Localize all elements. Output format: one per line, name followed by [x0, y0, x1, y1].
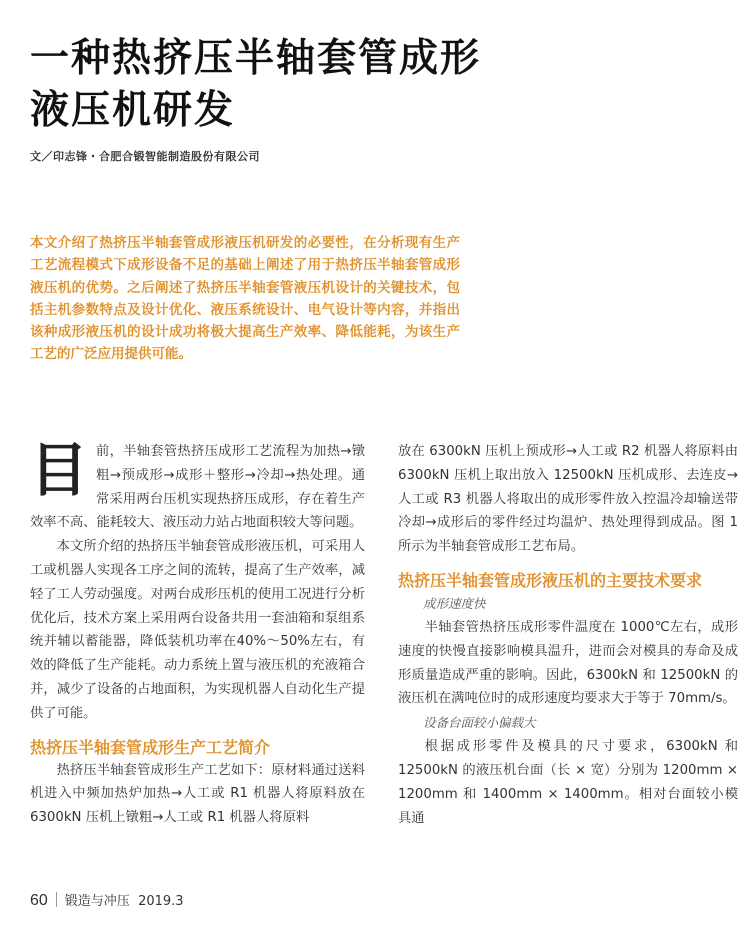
journal-name: 锻造与冲压 — [64, 894, 130, 909]
paragraph-4: 放在 6300kN 压机上预成形→人工或 R2 机器人将原料由 6300kN 压机上取出放入 12500kN 压机成形、去连皮→人工或 R3 机器人将取出的成形零件放入控温冷却输送带冷却→成形后的零件经过均温炉、热处理得到成品。图 1 所示为半轴套管成形工艺布局。 — [398, 444, 738, 555]
paragraph-intro — [30, 436, 365, 535]
paragraph-5: 半轴套管热挤压成形零件温度在 1000℃左右，成形速度的快慢直接影响模具温升，进而会对模具的寿命及成形质量造成严重的影响。因此，6300kN 和 12500kN 的液压机在满吨位时的成形速度均要求大于等于 70mm/s。 — [398, 619, 738, 707]
article-title — [30, 33, 481, 137]
column-left — [30, 436, 365, 830]
page-number: 60 — [30, 892, 48, 909]
title-line-2: 液压机研发 — [30, 88, 236, 133]
section-heading-process: 热挤压半轴套管成形生产工艺简介 — [30, 737, 271, 757]
subheading-speed: 成形速度快 — [423, 595, 486, 611]
page-footer — [30, 890, 184, 910]
dropcap: 目 — [30, 436, 89, 504]
section-heading-requirements: 热挤压半轴套管成形液压机的主要技术要求 — [398, 570, 703, 590]
title-line-1: 一种热挤压半轴套管成形 — [30, 36, 482, 81]
journal-issue: 2019.3 — [138, 894, 184, 909]
byline: 文／印志锋・合肥合锻智能制造股份有限公司 — [30, 150, 260, 163]
column-right — [398, 440, 738, 830]
footer-divider — [56, 892, 57, 907]
abstract-text: 本文介绍了热挤压半轴套管成形液压机研发的必要性，在分析现有生产工艺流程模式下成形设备不足的基础上阐述了用于热挤压半轴套管成形液压机的优势。之后阐述了热挤压半轴套管液压机设计的关键技术，包括主机参数特点及设计优化、液压系统设计、电气设计等内容，并指出该种成形液压机的设计成功将极大提高生产效率、降低能耗，为该生产工艺的广泛应用提供可能。 — [30, 235, 460, 363]
paragraph-6: 根据成形零件及模具的尺寸要求，6300kN 和 12500kN 的液压机台面（长 × 宽）分别为 1200mm × 1200mm 和 1400mm × 1400mm。相对台面较小模具通 — [398, 739, 738, 826]
paragraph-2: 本文所介绍的热挤压半轴套管成形液压机，可采用人工或机器人实现各工序之间的流转，提高了生产效率，减轻了工人劳动强度。对两台成形压机的使用工况进行分析优化后，技术方案上采用两台设备共用一套油箱和泵组系统并辅以蓄能器，降低装机功率在40%～50%左右，有效的降低了生产能耗。动力系统上置与液压机的充液箱合并，减少了设备的占地面积，为实现机器人自动化生产提供了可能。 — [30, 539, 365, 721]
abstract — [30, 232, 460, 366]
paragraph-3: 热挤压半轴套管成形生产工艺如下：原材料通过送料机进入中频加热炉加热→人工或 R1 机器人将原料放在 6300kN 压机上镦粗→人工或 R1 机器人将原料 — [30, 762, 365, 826]
subheading-table: 设备台面较小偏载大 — [423, 715, 536, 731]
paragraph-intro-text: 前，半轴套管热挤压成形工艺流程为加热→镦粗→预成形→成形＋整形→冷却→热处理。通常采用两台压机实现热挤压成形，存在着生产效率不高、能耗较大、液压动力站占地面积较大等问题。 — [30, 444, 365, 531]
